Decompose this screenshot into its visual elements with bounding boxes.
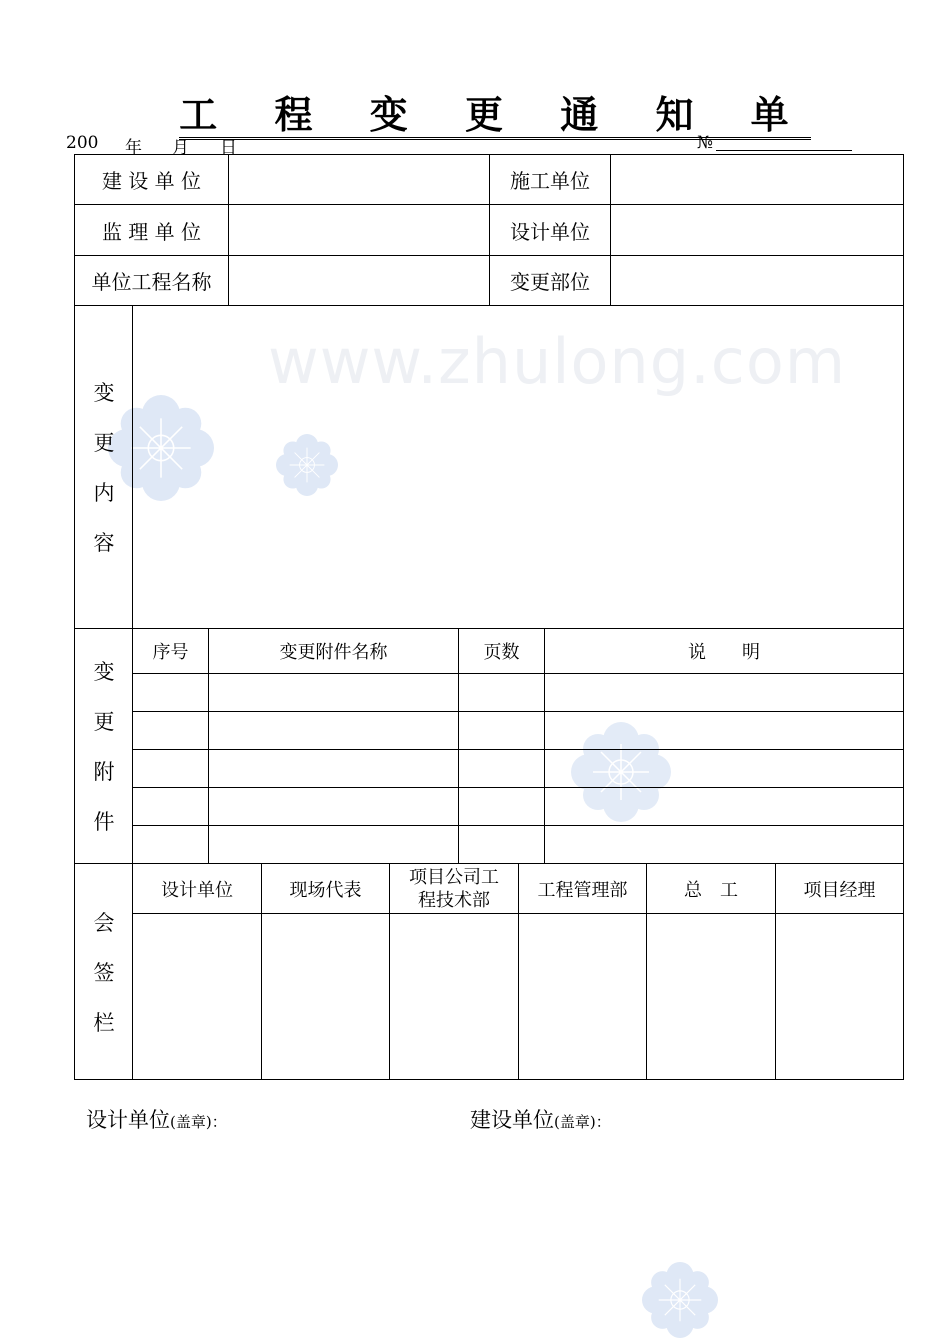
page-title <box>0 84 950 139</box>
table-row-cell[interactable] <box>133 826 208 863</box>
label-char: 变 <box>93 660 115 684</box>
footer-design-seal-note: (盖章)： <box>170 1113 227 1131</box>
signoff-cell-design-unit[interactable] <box>133 914 261 1079</box>
signoff-cell-tech-dept[interactable] <box>390 914 518 1079</box>
change-attachments-label <box>75 647 133 847</box>
signoff-cell-chief-engineer[interactable] <box>647 914 775 1079</box>
label-contractor-unit: 施工单位 <box>510 169 590 193</box>
date-month: 月 <box>172 138 189 158</box>
table-row-cell[interactable] <box>545 750 903 787</box>
page-title-text: 工 程 变 更 通 知 单 <box>179 92 810 140</box>
footer-build-unit-label: 建设单位 <box>470 1108 554 1132</box>
footer-design-unit-seal <box>86 1104 227 1134</box>
label-supervision-unit: 监 理 单 位 <box>101 219 202 244</box>
table-row-cell[interactable] <box>209 674 458 711</box>
change-location-field[interactable] <box>611 256 903 305</box>
watermark-text: www.zhulong.com <box>268 325 847 398</box>
table-row-cell[interactable] <box>209 712 458 749</box>
number-field[interactable] <box>716 150 852 151</box>
table-row-cell[interactable] <box>133 750 208 787</box>
signoff-header-eng-mgmt: 工程管理部 <box>537 879 628 901</box>
label-char: 附 <box>93 760 115 784</box>
table-row-cell[interactable] <box>209 750 458 787</box>
change-content-label <box>75 368 133 568</box>
label-char: 会 <box>93 911 115 935</box>
table-row-cell[interactable] <box>459 826 544 863</box>
signoff-cell-project-manager[interactable] <box>776 914 903 1079</box>
signoff-label <box>75 898 133 1048</box>
label-char: 更 <box>93 710 115 734</box>
footer-design-unit-label: 设计单位 <box>86 1108 170 1132</box>
table-row-cell[interactable] <box>545 788 903 825</box>
contractor-unit-field[interactable] <box>611 155 903 204</box>
project-name-field[interactable] <box>229 256 489 305</box>
date-year-prefix: 200 <box>66 133 99 153</box>
date-day: 日 <box>220 138 237 158</box>
col-header-attachment-name: 变更附件名称 <box>279 642 388 663</box>
table-row-cell[interactable] <box>545 674 903 711</box>
signoff-header-chief-engineer: 总 工 <box>684 879 738 901</box>
table-row-cell[interactable] <box>133 712 208 749</box>
table-row-cell[interactable] <box>545 826 903 863</box>
supervision-unit-field[interactable] <box>229 205 489 255</box>
label-construction-unit: 建 设 单 位 <box>101 169 202 193</box>
construction-unit-field[interactable] <box>229 155 489 204</box>
label-char: 签 <box>93 961 115 985</box>
footer-build-seal-note: (盖章)： <box>554 1113 611 1131</box>
label-char: 容 <box>93 531 115 555</box>
table-row-cell[interactable] <box>545 712 903 749</box>
number-label: № <box>697 133 714 153</box>
label-design-unit: 设计单位 <box>510 219 590 244</box>
change-content-field[interactable] <box>133 306 903 628</box>
table-row-cell[interactable] <box>209 826 458 863</box>
table-row-cell[interactable] <box>133 788 208 825</box>
watermark-flower-icon <box>642 1262 718 1338</box>
table-row-cell[interactable] <box>459 712 544 749</box>
table-row-cell[interactable] <box>133 674 208 711</box>
label-char: 变 <box>93 381 115 405</box>
table-row-cell[interactable] <box>459 674 544 711</box>
signoff-header-tech-dept: 项目公司工 程技术部 <box>409 866 499 911</box>
date-year: 年 <box>125 138 142 158</box>
signoff-cell-site-rep[interactable] <box>262 914 389 1079</box>
label-change-location: 变更部位 <box>510 270 590 294</box>
signoff-cell-eng-mgmt[interactable] <box>519 914 646 1079</box>
table-row-cell[interactable] <box>209 788 458 825</box>
col-header-notes: 说 明 <box>688 642 760 663</box>
col-header-seq: 序号 <box>152 642 189 663</box>
col-header-pages: 页数 <box>483 642 520 663</box>
label-project-name: 单位工程名称 <box>91 270 212 294</box>
design-unit-field[interactable] <box>611 205 903 255</box>
label-char: 内 <box>93 481 115 505</box>
signoff-header-project-manager: 项目经理 <box>803 879 876 901</box>
label-char: 栏 <box>93 1011 115 1035</box>
label-char: 更 <box>93 431 115 455</box>
table-row-cell[interactable] <box>459 788 544 825</box>
signoff-header-design-unit: 设计单位 <box>161 879 233 901</box>
label-char: 件 <box>93 810 115 834</box>
footer-build-unit-seal <box>470 1104 611 1134</box>
table-row-cell[interactable] <box>459 750 544 787</box>
signoff-header-site-rep: 现场代表 <box>289 879 362 901</box>
